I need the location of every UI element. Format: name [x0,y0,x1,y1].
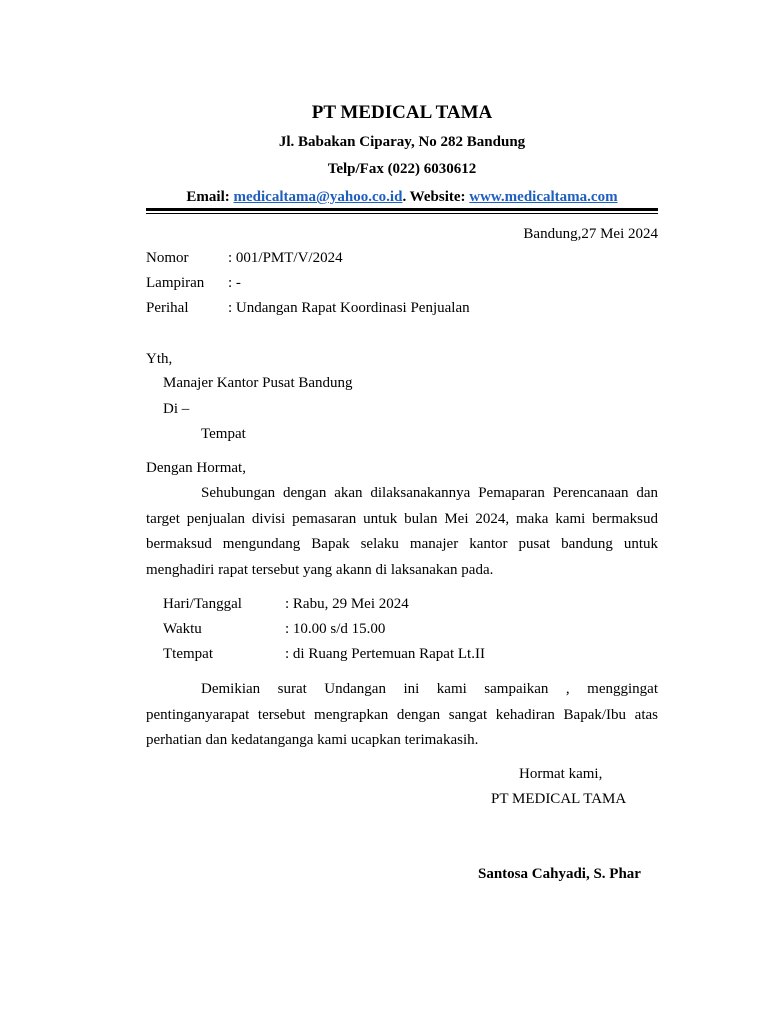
recipient-name: Manajer Kantor Pusat Bandung [163,375,353,391]
website-link[interactable]: www.medicaltama.com [469,189,618,205]
meta-value-lampiran: : - [228,275,241,291]
event-value-date: : Rabu, 29 Mei 2024 [285,596,409,612]
website-label: . Website: [402,189,470,205]
meta-label-perihal: Perihal [146,300,189,316]
event-value-place: : di Ruang Pertemuan Rapat Lt.II [285,646,485,662]
body-paragraph-2 [146,677,658,754]
meta-label-lampiran: Lampiran [146,275,205,291]
event-label-time: Waktu [163,621,202,637]
event-label-place: Ttempat [163,646,213,662]
body-paragraph-1 [146,481,658,583]
header-divider-thin [146,213,658,214]
company-name: PT MEDICAL TAMA [311,102,493,123]
letter-date: Bandung,27 Mei 2024 [523,226,658,242]
company-phone: Telp/Fax (022) 6030612 [327,161,477,177]
closing-company: PT MEDICAL TAMA [491,791,627,807]
email-link[interactable]: medicaltama@yahoo.co.id [233,189,403,205]
signatory-name: Santosa Cahyadi, S. Phar [478,866,641,882]
event-label-date: Hari/Tanggal [163,596,242,612]
meta-value-perihal: : Undangan Rapat Koordinasi Penjualan [228,300,470,316]
body-paragraph-1-text: Sehubungan dengan akan dilaksanakannya Pemaparan Perencanaan dan target penjualan divisi pemasaran untuk bulan Mei 2024, maka kami bermaksud bermaksud mengundang Bapak selaku manajer kantor pusat bandung untuk menghadiri rapat tersebut yang akann di laksanakan pada. [146,485,658,578]
closing-regards: Hormat kami, [519,766,603,782]
body-paragraph-2-text: Demikian surat Undangan ini kami sampaikan , menggingat pentinganyarapat tersebut mengrapkan dengan sangat kehadiran Bapak/Ibu atas perhatian dan kedatanganga kami ucapkan terimakasih. [146,681,658,748]
recipient-di: Di – [163,401,190,417]
greeting: Dengan Hormat, [146,460,246,476]
email-label: Email: [186,189,234,205]
meta-value-nomor: : 001/PMT/V/2024 [228,250,343,266]
header-divider-thick [146,208,658,211]
event-value-time: : 10.00 s/d 15.00 [285,621,386,637]
meta-label-nomor: Nomor [146,250,189,266]
contact-line [146,189,658,206]
recipient-yth: Yth, [146,351,173,367]
company-address: Jl. Babakan Ciparay, No 282 Bandung [278,134,526,150]
recipient-place: Tempat [201,426,246,442]
